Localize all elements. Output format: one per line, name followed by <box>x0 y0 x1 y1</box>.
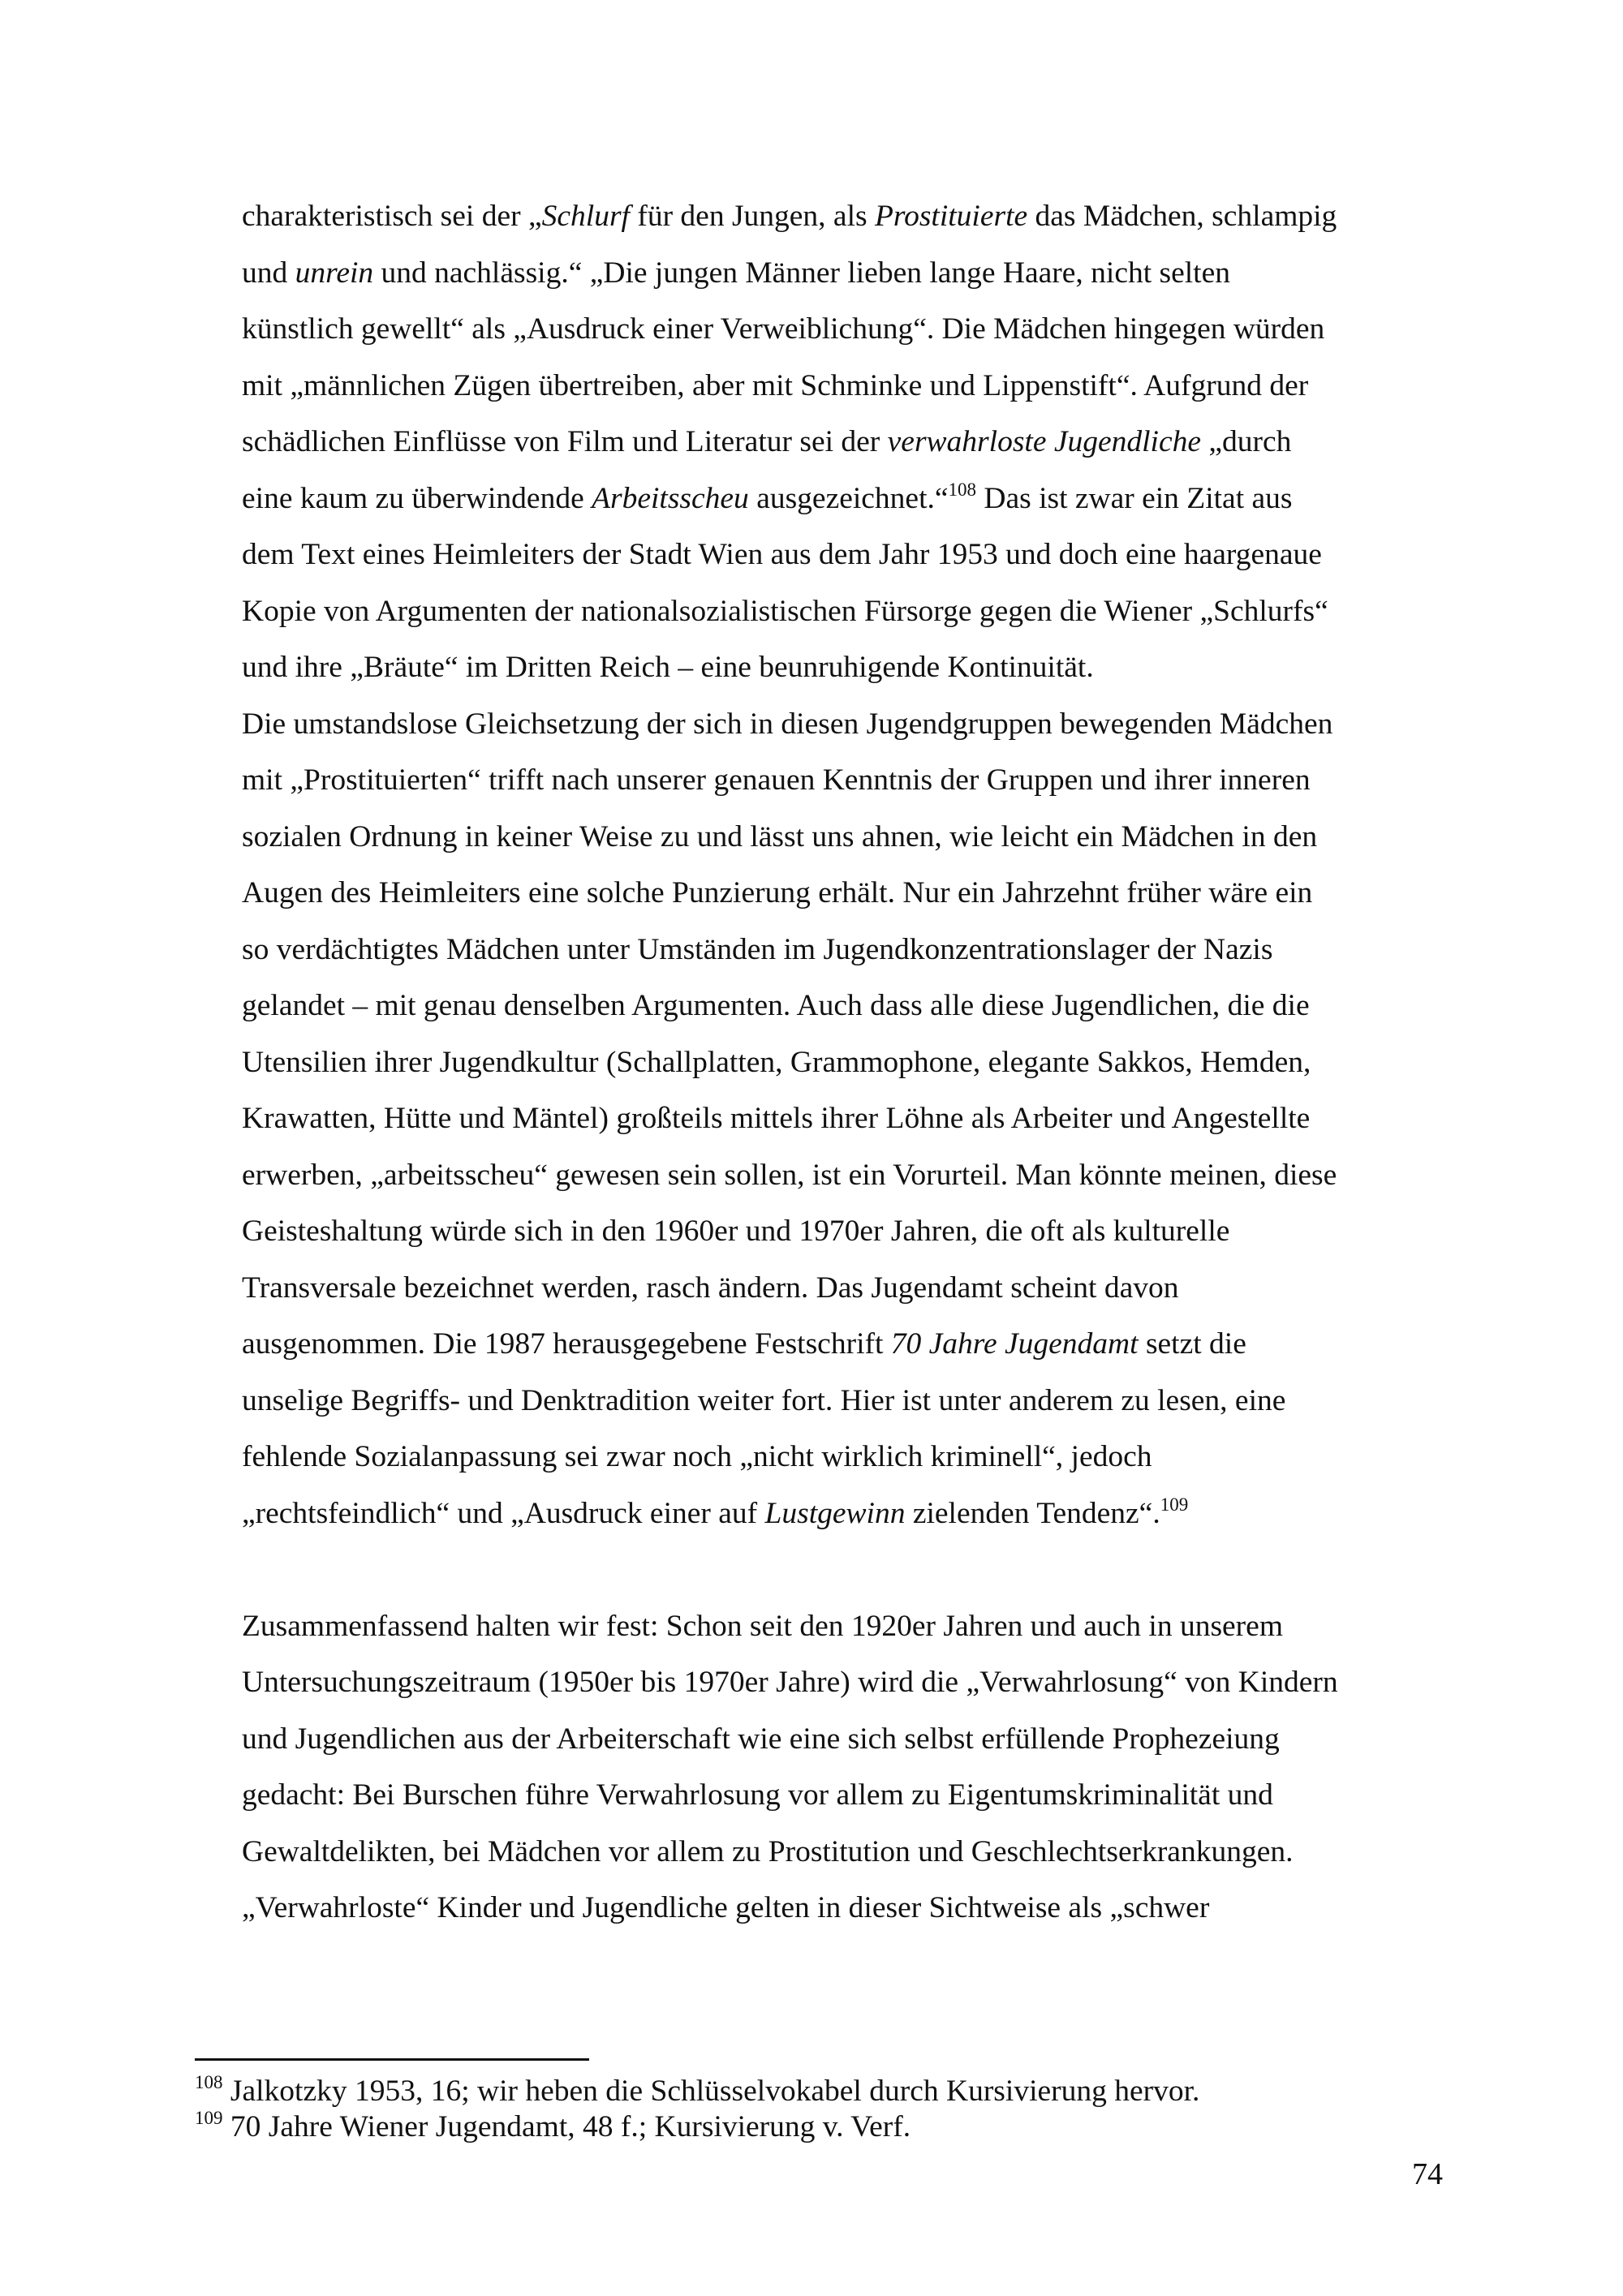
footnote <box>195 2109 1412 2145</box>
text-run: künstlich gewellt“ als „Ausdruck einer Verweiblichung“. Die Mädchen hingegen würden <box>242 312 1325 346</box>
text-line <box>242 865 1443 922</box>
text-line <box>242 1316 1443 1373</box>
footnote-number: 108 <box>195 2072 223 2092</box>
text-run: ausgezeichnet.“ <box>748 481 949 515</box>
text-run: und nachlässig.“ „Die jungen Männer lieben lange Haare, nicht selten <box>373 256 1230 290</box>
italic-text: Lustgewinn <box>764 1496 906 1530</box>
italic-text: 70 Jahre Jugendamt <box>890 1327 1139 1361</box>
footnote-number: 109 <box>195 2108 223 2128</box>
text-run: „rechtsfeindlich“ und „Ausdruck einer auf <box>242 1496 765 1530</box>
paragraph <box>242 1598 1443 1937</box>
text-line <box>242 358 1443 415</box>
text-run: Geisteshaltung würde sich in den 1960er und 1970er Jahren, die oft als kulturelle <box>242 1215 1230 1248</box>
text-run: sozialen Ordnung in keiner Weise zu und lässt uns ahnen, wie leicht ein Mädchen in den <box>242 819 1318 853</box>
text-run: zielenden Tendenz“. <box>905 1496 1160 1530</box>
text-run: eine kaum zu überwindende <box>242 481 592 515</box>
text-run: setzt die <box>1138 1327 1246 1361</box>
text-line <box>242 1824 1443 1881</box>
text-run: fehlende Sozialanpassung sei zwar noch „nicht wirklich kriminell“, jedoch <box>242 1440 1152 1473</box>
text-line <box>242 639 1443 696</box>
text-line <box>242 752 1443 809</box>
text-line <box>242 1203 1443 1260</box>
text-run: und ihre „Bräute“ im Dritten Reich – eine beunruhigende Kontinuität. <box>242 651 1094 684</box>
italic-text: Schlurf <box>541 200 630 233</box>
text-line <box>242 1767 1443 1824</box>
text-line <box>242 1373 1443 1430</box>
body-text <box>242 188 1443 1937</box>
text-run: Augen des Heimleiters eine solche Punzierung erhält. Nur ein Jahrzehnt früher wäre ein <box>242 876 1313 909</box>
italic-text: Prostituierte <box>874 200 1028 233</box>
text-line <box>242 527 1443 583</box>
text-run: dem Text eines Heimleiters der Stadt Wien aus dem Jahr 1953 und doch eine haargenaue <box>242 538 1322 571</box>
footnote-separator <box>195 2058 589 2061</box>
text-run: unselige Begriffs- und Denktradition weiter fort. Hier ist unter anderem zu lesen, eine <box>242 1383 1286 1417</box>
text-run: gelandet – mit genau denselben Argumenten. Auch dass alle diese Jugendlichen, die die <box>242 989 1310 1022</box>
text-run: Untersuchungszeitraum (1950er bis 1970er Jahre) wird die „Verwahrlosung“ von Kindern <box>242 1666 1338 1699</box>
paragraph-gap <box>242 1541 1443 1598</box>
text-run: für den Jungen, als <box>629 200 875 233</box>
paragraph <box>242 188 1443 1541</box>
text-line <box>242 1598 1443 1655</box>
text-run: Kopie von Argumenten der nationalsozialistischen Fürsorge gegen die Wiener „Schlurfs“ <box>242 594 1328 628</box>
text-run: Utensilien ihrer Jugendkultur (Schallplatten, Grammophone, elegante Sakkos, Hemden, <box>242 1045 1311 1079</box>
text-run: erwerben, „arbeitsscheu“ gewesen sein sollen, ist ein Vorurteil. Man könnte meinen, diese <box>242 1158 1337 1192</box>
italic-text: Arbeitsscheu <box>592 481 749 515</box>
text-line <box>242 583 1443 640</box>
text-line <box>242 1486 1443 1542</box>
text-line <box>242 188 1443 245</box>
text-run: „durch <box>1201 425 1292 458</box>
text-line <box>242 1034 1443 1091</box>
text-line <box>242 1429 1443 1486</box>
text-line <box>242 696 1443 753</box>
text-line <box>242 471 1443 527</box>
text-run: „Verwahrloste“ Kinder und Jugendliche gelten in dieser Sichtweise als „schwer <box>242 1891 1210 1924</box>
text-run: mit „Prostituierten“ trifft nach unserer genauen Kenntnis der Gruppen und ihrer inneren <box>242 763 1311 797</box>
text-line <box>242 922 1443 978</box>
text-line <box>242 301 1443 358</box>
text-line <box>242 1711 1443 1768</box>
text-line <box>242 1147 1443 1204</box>
text-line <box>242 1260 1443 1317</box>
footnote-text: Jalkotzky 1953, 16; wir heben die Schlüsselvokabel durch Kursivierung hervor. <box>222 2075 1200 2108</box>
text-line <box>242 414 1443 471</box>
text-line <box>242 978 1443 1034</box>
text-run: mit „männlichen Zügen übertreiben, aber mit Schminke und Lippenstift“. Aufgrund der <box>242 368 1309 402</box>
text-run: gedacht: Bei Burschen führe Verwahrlosung vor allem zu Eigentumskriminalität und <box>242 1778 1273 1812</box>
footnote <box>195 2074 1412 2109</box>
text-run: ausgenommen. Die 1987 herausgegebene Festschrift <box>242 1327 891 1361</box>
text-run: Krawatten, Hütte und Mäntel) großteils mittels ihrer Löhne als Arbeiter und Angestellte <box>242 1102 1311 1135</box>
text-run: charakteristisch sei der „ <box>242 200 542 233</box>
text-run: schädlichen Einflüsse von Film und Literatur sei der <box>242 425 888 458</box>
italic-text: unrein <box>295 256 374 290</box>
text-line <box>242 1880 1443 1937</box>
footnote-reference: 108 <box>948 479 977 500</box>
italic-text: verwahrloste Jugendliche <box>887 425 1202 458</box>
text-run: Transversale bezeichnet werden, rasch ändern. Das Jugendamt scheint davon <box>242 1271 1179 1305</box>
text-run: und Jugendlichen aus der Arbeiterschaft wie eine sich selbst erfüllende Prophezeiung <box>242 1722 1280 1756</box>
text-line <box>242 1090 1443 1147</box>
footnote-reference: 109 <box>1160 1494 1189 1515</box>
footnotes <box>195 2074 1412 2145</box>
text-run: Die umstandslose Gleichsetzung der sich in diesen Jugendgruppen bewegenden Mädchen <box>242 707 1333 741</box>
page-number: 74 <box>1412 2157 1443 2191</box>
text-run: Das ist zwar ein Zitat aus <box>976 481 1293 515</box>
text-run: und <box>242 256 295 290</box>
text-line <box>242 1654 1443 1711</box>
text-run: Gewaltdelikten, bei Mädchen vor allem zu Prostitution und Geschlechtserkrankungen. <box>242 1834 1294 1868</box>
text-line <box>242 245 1443 302</box>
text-run: so verdächtigtes Mädchen unter Umständen im Jugendkonzentrationslager der Nazis <box>242 932 1273 966</box>
text-line <box>242 809 1443 866</box>
text-run: das Mädchen, schlampig <box>1027 200 1337 233</box>
footnote-text: 70 Jahre Wiener Jugendamt, 48 f.; Kursivierung v. Verf. <box>222 2110 911 2143</box>
text-run: Zusammenfassend halten wir fest: Schon seit den 1920er Jahren und auch in unserem <box>242 1609 1283 1643</box>
